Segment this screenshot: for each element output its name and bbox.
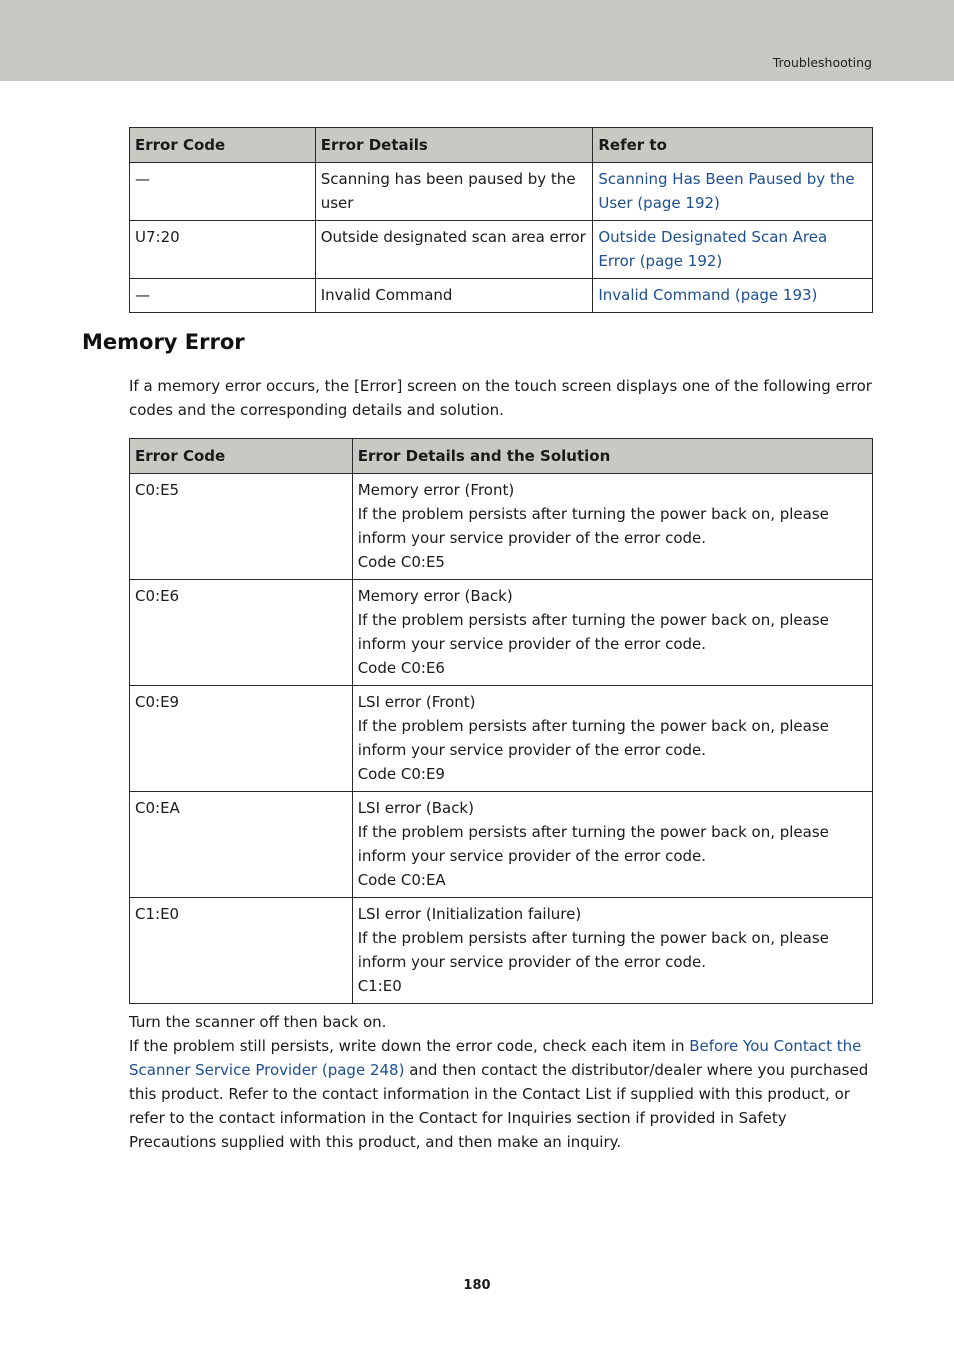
table-row bbox=[130, 221, 873, 279]
refer-to-cell bbox=[593, 221, 873, 279]
error-solution: If the problem persists after turning the power back on, please inform your service provider of the error code. bbox=[357, 611, 829, 653]
details-solution-cell bbox=[352, 474, 872, 580]
error-code-cell: C0:EA bbox=[130, 792, 353, 898]
error-code-cell: C1:E0 bbox=[130, 898, 353, 1004]
error-solution: If the problem persists after turning the power back on, please inform your service provider of the error code. bbox=[357, 717, 829, 759]
error-code-reference: Code C0:E5 bbox=[357, 553, 445, 571]
column-header-error-details: Error Details bbox=[315, 128, 593, 163]
post-table-instructions bbox=[129, 1010, 875, 1154]
instruction-text: If the problem still persists, write down the error code, check each item in bbox=[129, 1037, 690, 1055]
running-header: Troubleshooting bbox=[772, 55, 872, 70]
error-code-cell: — bbox=[130, 163, 316, 221]
section-intro: If a memory error occurs, the [Error] screen on the touch screen displays one of the following error codes and the corresponding details and solution. bbox=[129, 377, 872, 419]
error-code-reference: Code C0:E6 bbox=[357, 659, 445, 677]
section-title: Memory Error bbox=[82, 330, 245, 354]
error-code-cell: C0:E6 bbox=[130, 580, 353, 686]
page-number: 180 bbox=[463, 1278, 491, 1293]
refer-link-scanning-paused[interactable]: Scanning Has Been Paused by the User (page 192) bbox=[598, 170, 855, 212]
refer-link-outside-scan-area[interactable]: Outside Designated Scan Area Error (page 192) bbox=[598, 228, 828, 270]
error-title: Memory error (Back) bbox=[357, 587, 513, 605]
refer-to-cell bbox=[593, 163, 873, 221]
instruction-text: and then contact the distributor/dealer where you purchased this product. Refer to the contact information in the Contact List if supplied with this product, or refer to the contact information in the Contact for Inquiries section if provided in Safety Precautions supplied with this product, and then make an inquiry. bbox=[129, 1061, 869, 1151]
error-details-cell: Outside designated scan area error bbox=[315, 221, 593, 279]
error-code-cell: C0:E5 bbox=[130, 474, 353, 580]
refs-table bbox=[129, 127, 873, 313]
error-details-cell: Scanning has been paused by the user bbox=[315, 163, 593, 221]
column-header-error-code: Error Code bbox=[130, 128, 316, 163]
table-row bbox=[130, 279, 873, 313]
refer-to-cell bbox=[593, 279, 873, 313]
column-header-error-code: Error Code bbox=[130, 439, 353, 474]
error-code-cell: — bbox=[130, 279, 316, 313]
table-row bbox=[130, 474, 873, 580]
error-details-cell: Invalid Command bbox=[315, 279, 593, 313]
instruction-line: Turn the scanner off then back on. bbox=[129, 1013, 387, 1031]
table-header-row bbox=[130, 439, 873, 474]
link-before-you-contact[interactable]: Before You Contact the Scanner Service Provider (page 248) bbox=[129, 1037, 862, 1079]
table-row bbox=[130, 580, 873, 686]
refer-link-invalid-command[interactable]: Invalid Command (page 193) bbox=[598, 286, 818, 304]
details-solution-cell bbox=[352, 686, 872, 792]
error-solution: If the problem persists after turning the power back on, please inform your service provider of the error code. bbox=[357, 823, 829, 865]
table-row bbox=[130, 898, 873, 1004]
error-code-reference: Code C0:E9 bbox=[357, 765, 445, 783]
error-title: LSI error (Initialization failure) bbox=[357, 905, 582, 923]
error-solution: If the problem persists after turning the power back on, please inform your service provider of the error code. bbox=[357, 505, 829, 547]
table-header-row bbox=[130, 128, 873, 163]
error-title: LSI error (Front) bbox=[357, 693, 476, 711]
error-code-cell: U7:20 bbox=[130, 221, 316, 279]
table-row bbox=[130, 163, 873, 221]
table-row bbox=[130, 686, 873, 792]
error-code-reference: Code C0:EA bbox=[357, 871, 446, 889]
details-solution-cell bbox=[352, 792, 872, 898]
details-solution-cell bbox=[352, 580, 872, 686]
memory-error-table bbox=[129, 438, 873, 1004]
error-solution: If the problem persists after turning the power back on, please inform your service provider of the error code. bbox=[357, 929, 829, 971]
error-code-reference: C1:E0 bbox=[357, 977, 402, 995]
error-title: Memory error (Front) bbox=[357, 481, 515, 499]
column-header-details-solution: Error Details and the Solution bbox=[352, 439, 872, 474]
table-row bbox=[130, 792, 873, 898]
column-header-refer-to: Refer to bbox=[593, 128, 873, 163]
error-code-cell: C0:E9 bbox=[130, 686, 353, 792]
details-solution-cell bbox=[352, 898, 872, 1004]
error-title: LSI error (Back) bbox=[357, 799, 474, 817]
